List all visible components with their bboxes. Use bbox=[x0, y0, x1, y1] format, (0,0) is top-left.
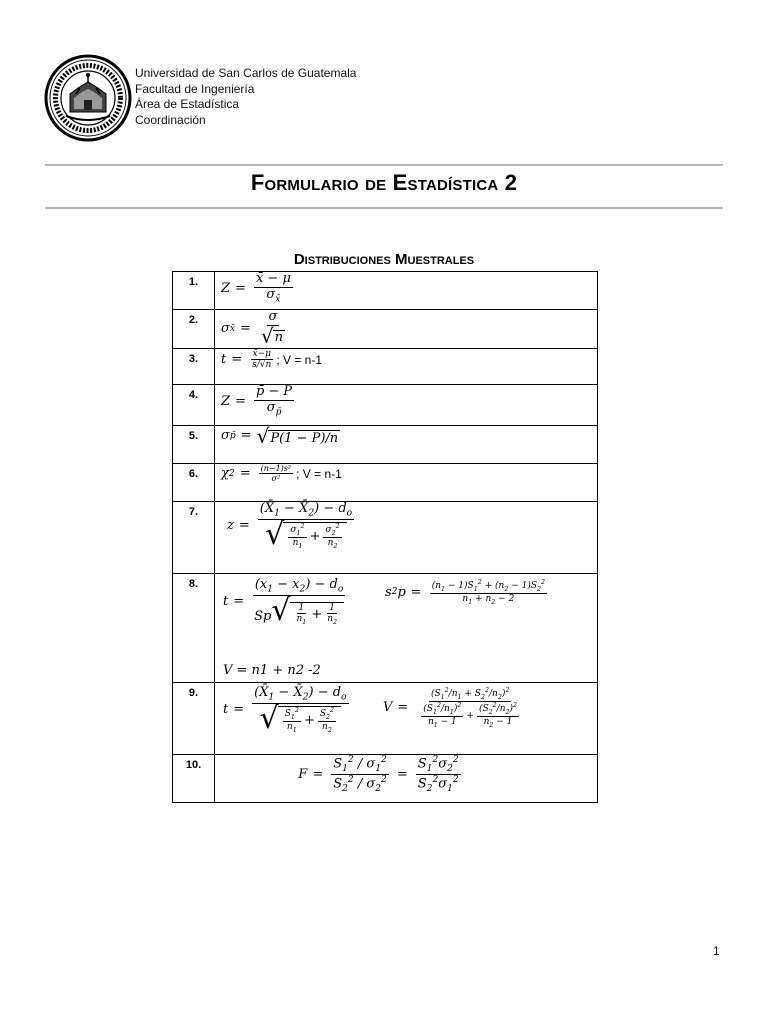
formula-welch-degrees: V = $(S_1^2/n_1 + S_2^2/n_2)^2$ $\frac{(S_1^2/n_1)^2}{n_1 - 1}$ + $\frac{(S_2^2/n_2)^2}{n_2 - 1}$ bbox=[383, 686, 518, 729]
formula-t-welch: t = ($X̄_1$ − $X̄_2) - d_o$ √ $\frac{S_1^2}{n_1}$ + $\frac{S_2^2}{n_2}$ V = $(S_1^2/n_1 + S_2^2/n_2)^2$ $\frac{(S_1^2/n_1)^2}{n_1 - 1}$ + $\frac{(S_2^2/n_2)^2}{n_2 - 1}$ bbox=[215, 682, 598, 754]
formula-z-two-means: z = ($X̄_1$ − $X̄_2) - d_o$ √ $\frac{\sigma_1^2}{n_1}$ + $\frac{\sigma_2^2}{n_2}$ bbox=[215, 501, 598, 573]
formula-number: 3. bbox=[173, 348, 215, 384]
degrees-of-freedom-note: ; V = n-1 bbox=[276, 352, 323, 367]
formula-f-ratio: F = $\frac{S_1^2 / \sigma_1^2}{S_2^2 / \sigma_2^2}$ = $\frac{S_1^2\sigma_2^2}{S_2^2\sigma_1^2}$ bbox=[215, 754, 598, 802]
formula-number: 2. bbox=[173, 310, 215, 349]
formula-z-mean: Z = $\frac{x̄ - \mu}{\sigma_{x̄}}$ bbox=[215, 272, 598, 310]
formula-number: 9. bbox=[173, 682, 215, 754]
formula-row bbox=[173, 310, 598, 349]
formula-row bbox=[173, 573, 598, 682]
formula-proportion-error: σ p̄ = √ P(1 − P)/n bbox=[215, 425, 598, 463]
institution-university: Universidad de San Carlos de Guatemala bbox=[135, 66, 357, 80]
formula-number: 7. bbox=[173, 501, 215, 573]
institution-faculty: Facultad de Ingeniería bbox=[135, 81, 255, 96]
formula-row bbox=[173, 384, 598, 425]
formula-number: 8. bbox=[173, 573, 215, 682]
formula-pooled-variance: s 2 p = $\frac{(n_1 - 1)S_1^2 + (n_2 - 1)S_2^2}{n_1 + n_2 - 2}$ bbox=[385, 578, 546, 606]
formula-number: 6. bbox=[173, 463, 215, 501]
page-number: 1 bbox=[713, 944, 720, 958]
formula-row bbox=[173, 425, 598, 463]
formula-row bbox=[173, 501, 598, 573]
formula-table bbox=[172, 271, 598, 803]
institution-block bbox=[135, 66, 356, 128]
institution-area: Área de Estadística bbox=[135, 97, 240, 112]
formula-chi-square: χ 2 = $\frac{\text{(n−1)s²}}{\text{σ²}}$ ; V = n-1 bbox=[215, 463, 598, 501]
formula-row bbox=[173, 754, 598, 802]
formula-row bbox=[173, 348, 598, 384]
formula-z-proportion: Z = $\frac{p̄ - P}{\sigma_{p̄}}$ bbox=[215, 384, 598, 425]
document-title: Formulario de Estadística 2 bbox=[250, 170, 518, 195]
degrees-of-freedom-note: ; V = n-1 bbox=[296, 466, 342, 481]
section-title: Distribuciones Muestrales bbox=[293, 251, 475, 268]
university-seal-logo bbox=[44, 54, 132, 142]
formula-standard-error: σ x̄ = σ √ n bbox=[215, 310, 598, 349]
formula-number: 1. bbox=[173, 272, 215, 310]
institution-coordination: Coordinación bbox=[135, 112, 206, 127]
top-divider bbox=[45, 164, 723, 166]
formula-number: 5. bbox=[173, 425, 215, 463]
formula-number: 10. bbox=[173, 754, 215, 802]
formula-t-student: t = $\frac{x̄-\mu}{s/√n}$ ; V = n-1 bbox=[215, 348, 598, 384]
degrees-of-freedom-note: V = n1 + n2 -2 bbox=[223, 662, 321, 678]
formula-row bbox=[173, 272, 598, 310]
formula-row bbox=[173, 682, 598, 754]
formula-number: 4. bbox=[173, 384, 215, 425]
formula-t-pooled: t = $(x_1 - x_2) - d_o$ Sp √ $\frac{1}{n_1}$ + $\frac{1}{n_2}$ s 2 p = $\frac{(n_1 - 1)S_1^2 + (n_2 - 1)S_2^2}{n_1 + n_2 - 2}$ V = n1 + n2 -2 bbox=[215, 573, 598, 682]
formula-row bbox=[173, 463, 598, 501]
bottom-divider bbox=[45, 207, 723, 209]
